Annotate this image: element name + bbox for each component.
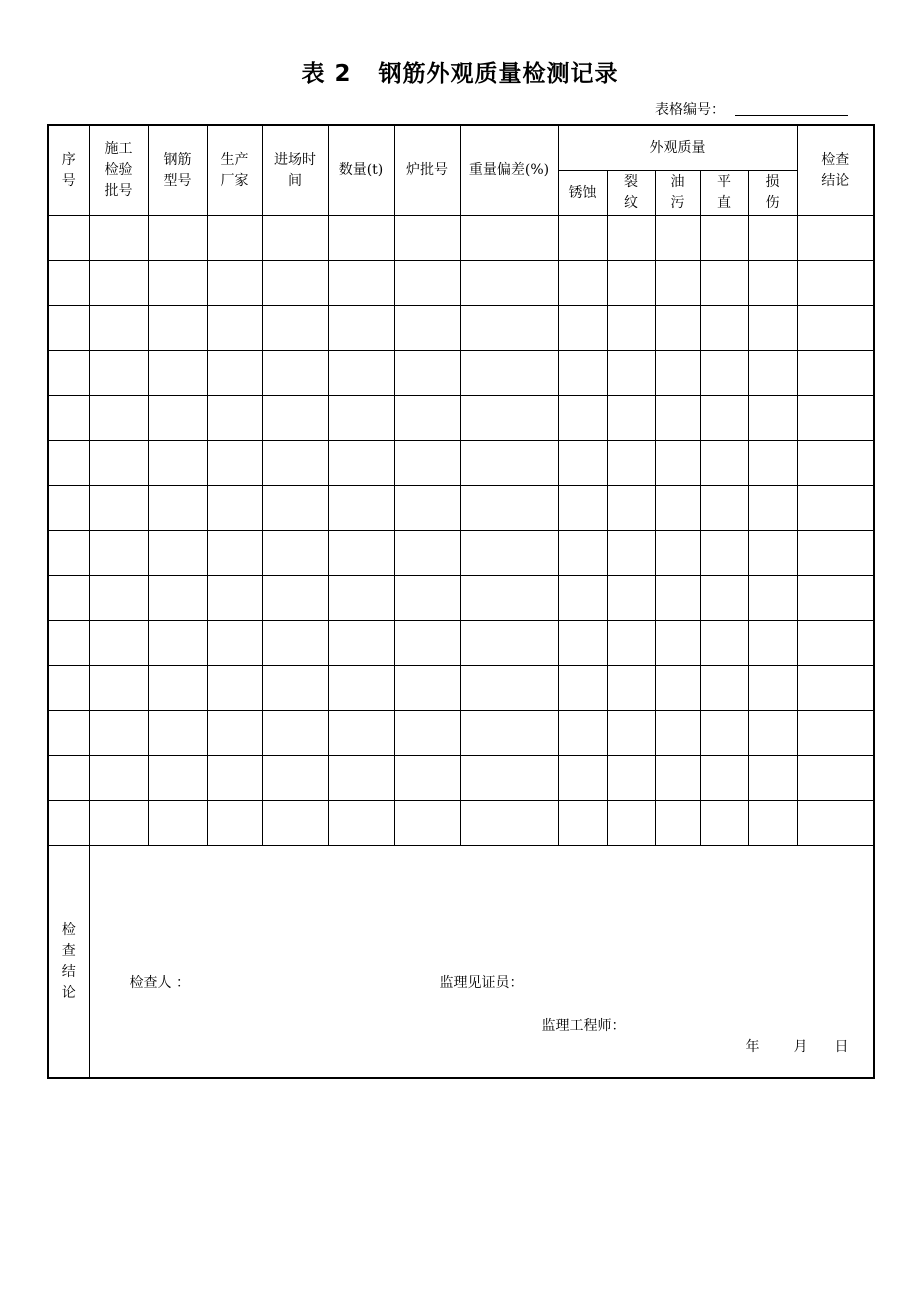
table-cell[interactable] [655, 351, 700, 396]
table-cell[interactable] [655, 261, 700, 306]
table-cell[interactable] [262, 216, 328, 261]
table-cell[interactable] [655, 756, 700, 801]
table-cell[interactable] [148, 261, 207, 306]
table-cell[interactable] [48, 396, 89, 441]
date-month: 月 [793, 1039, 808, 1055]
table-cell[interactable] [558, 711, 607, 756]
table-cell[interactable] [262, 666, 328, 711]
table-cell[interactable] [262, 486, 328, 531]
table-cell[interactable] [607, 531, 655, 576]
table-cell[interactable] [89, 441, 148, 486]
table-cell[interactable] [558, 396, 607, 441]
table-cell[interactable] [460, 756, 558, 801]
table-cell[interactable] [148, 486, 207, 531]
header-qty: 数量(t) [328, 125, 394, 216]
table-row [48, 621, 874, 666]
table-cell[interactable] [89, 351, 148, 396]
table-cell[interactable] [207, 396, 262, 441]
header-arrival [262, 125, 328, 216]
table-cell[interactable] [328, 216, 394, 261]
table-cell[interactable] [328, 486, 394, 531]
table-cell[interactable] [148, 576, 207, 621]
table-cell[interactable] [89, 621, 148, 666]
date-day: 日 [834, 1039, 849, 1055]
table-cell[interactable] [207, 666, 262, 711]
table-cell[interactable] [328, 801, 394, 846]
table-row [48, 711, 874, 756]
table-cell[interactable] [48, 486, 89, 531]
table-cell[interactable] [207, 486, 262, 531]
table-cell[interactable] [48, 261, 89, 306]
conclusion-content-cell[interactable] [89, 846, 874, 1079]
table-cell[interactable] [148, 621, 207, 666]
conclusion-label-cell [48, 846, 89, 1079]
table-cell[interactable] [700, 711, 748, 756]
header-model-text: 钢筋型号 [163, 151, 192, 189]
table-cell[interactable] [328, 621, 394, 666]
table-cell[interactable] [48, 441, 89, 486]
table-cell[interactable] [748, 306, 797, 351]
header-seq-text: 序号 [61, 151, 76, 189]
table-cell[interactable] [607, 261, 655, 306]
table-cell[interactable] [48, 531, 89, 576]
header-straight [700, 171, 748, 216]
table-cell[interactable] [89, 306, 148, 351]
table-cell[interactable] [797, 261, 874, 306]
table-cell[interactable] [558, 216, 607, 261]
table-cell[interactable] [262, 531, 328, 576]
table-row [48, 261, 874, 306]
table-cell[interactable] [328, 666, 394, 711]
header-crack-text: 裂纹 [624, 174, 638, 211]
table-cell[interactable] [748, 621, 797, 666]
witness-label: 监理见证员： [439, 975, 524, 991]
table-row [48, 801, 874, 846]
table-cell[interactable] [394, 576, 460, 621]
table-cell[interactable] [394, 216, 460, 261]
page-title: 表 2 钢筋外观质量检测记录 [301, 61, 619, 87]
table-cell[interactable] [460, 666, 558, 711]
table-row [48, 351, 874, 396]
table-cell[interactable] [460, 576, 558, 621]
table-cell[interactable] [328, 531, 394, 576]
table-cell[interactable] [394, 621, 460, 666]
table-cell[interactable] [797, 666, 874, 711]
table-cell[interactable] [748, 441, 797, 486]
table-cell[interactable] [207, 576, 262, 621]
table-cell[interactable] [655, 396, 700, 441]
table-cell[interactable] [700, 531, 748, 576]
table-cell[interactable] [558, 261, 607, 306]
table-cell[interactable] [748, 756, 797, 801]
table-cell[interactable] [748, 261, 797, 306]
table-cell[interactable] [207, 801, 262, 846]
table-cell[interactable] [607, 486, 655, 531]
table-cell[interactable] [558, 306, 607, 351]
table-cell[interactable] [558, 666, 607, 711]
table-cell[interactable] [262, 396, 328, 441]
table-cell[interactable] [748, 396, 797, 441]
table-cell[interactable] [207, 306, 262, 351]
table-cell[interactable] [797, 711, 874, 756]
table-cell[interactable] [797, 576, 874, 621]
table-cell[interactable] [558, 531, 607, 576]
table-cell[interactable] [700, 666, 748, 711]
table-row [48, 576, 874, 621]
table-row [48, 216, 874, 261]
table-cell[interactable] [797, 486, 874, 531]
table-cell[interactable] [700, 396, 748, 441]
table-cell[interactable] [655, 216, 700, 261]
table-cell[interactable] [328, 576, 394, 621]
table-row [48, 531, 874, 576]
table-cell[interactable] [460, 306, 558, 351]
table-cell[interactable] [394, 666, 460, 711]
header-oil-text: 油污 [670, 174, 685, 211]
table-cell[interactable] [148, 666, 207, 711]
table-cell[interactable] [700, 351, 748, 396]
table-cell[interactable] [48, 576, 89, 621]
table-cell[interactable] [394, 396, 460, 441]
table-cell[interactable] [607, 306, 655, 351]
header-weight-dev: 重量偏差(%) [460, 125, 558, 216]
table-cell[interactable] [655, 441, 700, 486]
table-cell[interactable] [148, 441, 207, 486]
table-cell[interactable] [558, 801, 607, 846]
table-cell[interactable] [89, 576, 148, 621]
table-cell[interactable] [558, 351, 607, 396]
table-cell[interactable] [797, 396, 874, 441]
table-cell[interactable] [394, 441, 460, 486]
table-cell[interactable] [460, 711, 558, 756]
table-cell[interactable] [89, 531, 148, 576]
table-cell[interactable] [748, 666, 797, 711]
table-cell[interactable] [89, 711, 148, 756]
table-cell[interactable] [89, 801, 148, 846]
table-cell[interactable] [748, 711, 797, 756]
header-appearance: 外观质量 [558, 125, 797, 171]
table-cell[interactable] [328, 261, 394, 306]
table-row [48, 666, 874, 711]
table-cell[interactable] [607, 351, 655, 396]
table-cell[interactable] [394, 801, 460, 846]
table-cell[interactable] [748, 801, 797, 846]
table-cell[interactable] [262, 261, 328, 306]
table-cell[interactable] [328, 396, 394, 441]
inspector-label: 检查人 ： [129, 975, 190, 991]
table-cell[interactable] [89, 666, 148, 711]
table-row [48, 396, 874, 441]
table-row [48, 306, 874, 351]
header-arrival-text: 进场时间 [274, 151, 316, 189]
table-cell[interactable] [394, 756, 460, 801]
conclusion-row [48, 846, 874, 1079]
table-cell[interactable] [797, 531, 874, 576]
table-cell[interactable] [748, 351, 797, 396]
table-cell[interactable] [460, 621, 558, 666]
table-cell[interactable] [655, 711, 700, 756]
table-cell[interactable] [148, 216, 207, 261]
header-oil [655, 171, 700, 216]
conclusion-label: 检查结论 [61, 921, 76, 1001]
table-cell[interactable] [207, 351, 262, 396]
table-cell[interactable] [607, 711, 655, 756]
table-cell[interactable] [328, 441, 394, 486]
table-cell[interactable] [89, 756, 148, 801]
table-cell[interactable] [655, 666, 700, 711]
table-cell[interactable] [797, 216, 874, 261]
table-cell[interactable] [148, 306, 207, 351]
table-cell[interactable] [48, 711, 89, 756]
table-cell[interactable] [262, 576, 328, 621]
table-cell[interactable] [460, 531, 558, 576]
table-cell[interactable] [48, 216, 89, 261]
table-cell[interactable] [328, 756, 394, 801]
table-cell[interactable] [48, 621, 89, 666]
header-batch [89, 125, 148, 216]
table-cell[interactable] [700, 801, 748, 846]
table-cell[interactable] [89, 216, 148, 261]
table-cell[interactable] [700, 261, 748, 306]
table-cell[interactable] [607, 666, 655, 711]
table-cell[interactable] [148, 801, 207, 846]
header-model [148, 125, 207, 216]
table-cell[interactable] [148, 756, 207, 801]
table-cell[interactable] [748, 531, 797, 576]
table-cell[interactable] [607, 441, 655, 486]
table-cell[interactable] [328, 711, 394, 756]
table-row [48, 441, 874, 486]
table-cell[interactable] [607, 756, 655, 801]
table-cell[interactable] [700, 441, 748, 486]
header-rust: 锈蚀 [558, 171, 607, 216]
table-cell[interactable] [328, 306, 394, 351]
table-cell[interactable] [148, 396, 207, 441]
table-cell[interactable] [394, 306, 460, 351]
table-row [48, 756, 874, 801]
engineer-label: 监理工程师： [541, 1018, 626, 1034]
table-cell[interactable] [262, 351, 328, 396]
header-seq [48, 125, 89, 216]
table-cell[interactable] [655, 531, 700, 576]
table-cell[interactable] [460, 486, 558, 531]
header-straight-text: 平直 [717, 174, 731, 211]
table-cell[interactable] [655, 621, 700, 666]
inspection-table [47, 124, 875, 1079]
table-cell[interactable] [748, 576, 797, 621]
form-number-label: 表格编号： [655, 102, 725, 118]
table-cell[interactable] [207, 531, 262, 576]
table-cell[interactable] [207, 711, 262, 756]
table-cell[interactable] [48, 306, 89, 351]
table-cell[interactable] [89, 261, 148, 306]
table-cell[interactable] [48, 351, 89, 396]
table-cell[interactable] [700, 486, 748, 531]
table-cell[interactable] [797, 621, 874, 666]
table-cell[interactable] [460, 396, 558, 441]
table-cell[interactable] [607, 801, 655, 846]
table-cell[interactable] [460, 801, 558, 846]
table-cell[interactable] [607, 216, 655, 261]
table-cell[interactable] [700, 621, 748, 666]
table-cell[interactable] [655, 486, 700, 531]
table-cell[interactable] [207, 621, 262, 666]
table-cell[interactable] [148, 351, 207, 396]
table-cell[interactable] [328, 351, 394, 396]
table-cell[interactable] [207, 756, 262, 801]
form-number-field[interactable] [735, 115, 848, 116]
table-cell[interactable] [460, 216, 558, 261]
table-cell[interactable] [558, 756, 607, 801]
table-cell[interactable] [394, 351, 460, 396]
table-cell[interactable] [700, 756, 748, 801]
table-cell[interactable] [262, 621, 328, 666]
table-cell[interactable] [89, 396, 148, 441]
header-damage [748, 171, 797, 216]
table-cell[interactable] [700, 216, 748, 261]
table-cell[interactable] [700, 576, 748, 621]
table-cell[interactable] [797, 306, 874, 351]
table-cell[interactable] [655, 801, 700, 846]
table-cell[interactable] [558, 441, 607, 486]
header-maker-text: 生产厂家 [220, 151, 249, 189]
table-cell[interactable] [48, 801, 89, 846]
table-cell[interactable] [207, 261, 262, 306]
table-cell[interactable] [262, 306, 328, 351]
table-cell[interactable] [797, 441, 874, 486]
header-furnace: 炉批号 [394, 125, 460, 216]
table-cell[interactable] [262, 711, 328, 756]
table-cell[interactable] [558, 486, 607, 531]
table-cell[interactable] [748, 486, 797, 531]
table-cell[interactable] [394, 486, 460, 531]
table-cell[interactable] [207, 441, 262, 486]
table-cell[interactable] [607, 621, 655, 666]
table-cell[interactable] [460, 351, 558, 396]
table-cell[interactable] [797, 801, 874, 846]
table-cell[interactable] [558, 621, 607, 666]
table-cell[interactable] [148, 711, 207, 756]
table-cell[interactable] [89, 486, 148, 531]
table-row [48, 486, 874, 531]
table-cell[interactable] [148, 531, 207, 576]
table-cell[interactable] [207, 216, 262, 261]
table-cell[interactable] [394, 261, 460, 306]
table-cell[interactable] [48, 666, 89, 711]
table-cell[interactable] [797, 351, 874, 396]
table-cell[interactable] [262, 801, 328, 846]
table-cell[interactable] [700, 306, 748, 351]
table-cell[interactable] [607, 396, 655, 441]
table-cell[interactable] [655, 306, 700, 351]
header-conclusion-text: 检查结论 [821, 151, 850, 189]
table-cell[interactable] [48, 756, 89, 801]
table-cell[interactable] [748, 216, 797, 261]
table-cell[interactable] [558, 576, 607, 621]
date-year: 年 [745, 1039, 760, 1055]
header-conclusion [797, 125, 874, 216]
table-cell[interactable] [460, 441, 558, 486]
header-crack [607, 171, 655, 216]
table-cell[interactable] [607, 576, 655, 621]
table-cell[interactable] [262, 441, 328, 486]
table-cell[interactable] [460, 261, 558, 306]
table-cell[interactable] [655, 576, 700, 621]
table-cell[interactable] [394, 531, 460, 576]
header-damage-text: 损伤 [765, 174, 780, 211]
header-maker [207, 125, 262, 216]
table-cell[interactable] [797, 756, 874, 801]
header-batch-text: 施工检验批号 [104, 141, 133, 199]
table-cell[interactable] [394, 711, 460, 756]
table-cell[interactable] [262, 756, 328, 801]
